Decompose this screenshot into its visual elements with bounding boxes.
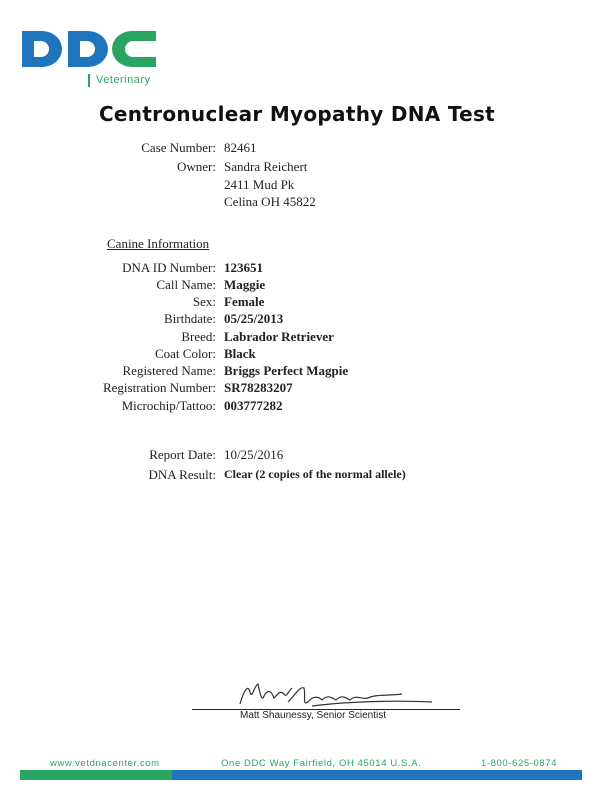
- field-label: Sex:: [192, 294, 216, 309]
- field-value: Labrador Retriever: [224, 329, 334, 344]
- dna-result-value: Clear (2 copies of the normal allele): [224, 467, 406, 481]
- logo-c: [112, 31, 156, 67]
- footer-bar-blue: [172, 770, 582, 780]
- field-label: Registered Name:: [122, 363, 216, 378]
- case-label: Case Number:: [141, 140, 216, 155]
- logo-d1: [22, 31, 62, 67]
- field-value: 123651: [224, 260, 263, 275]
- field-value: Maggie: [224, 277, 266, 292]
- footer-phone: 1-800-625-0874: [481, 758, 558, 769]
- footer-bar-green: [20, 770, 172, 780]
- owner-address-2: Celina OH 45822: [224, 194, 316, 209]
- field-label: Registration Number:: [102, 380, 216, 395]
- field-value: Female: [224, 294, 265, 309]
- field-label: Breed:: [181, 329, 216, 344]
- field-value: SR78283207: [224, 380, 293, 395]
- field-label: Call Name:: [156, 277, 216, 292]
- report-date-value: 10/25/2016: [224, 447, 284, 462]
- field-label: Coat Color:: [154, 346, 216, 361]
- field-value: Briggs Perfect Magpie: [224, 363, 349, 378]
- report-date-label: Report Date:: [149, 447, 216, 462]
- case-value: 82461: [224, 140, 257, 155]
- page-title: Centronuclear Myopathy DNA Test: [98, 102, 496, 126]
- owner-address-1: 2411 Mud Pk: [224, 177, 295, 192]
- field-label: DNA ID Number:: [122, 260, 216, 275]
- canine-info-heading: Canine Information: [107, 236, 210, 251]
- logo-subtitle: Veterinary: [88, 74, 151, 87]
- signature-name: Matt Shaunessy, Senior Scientist: [240, 710, 386, 721]
- field-value: Black: [224, 346, 256, 361]
- dna-result-label: DNA Result:: [148, 467, 216, 482]
- field-label: Birthdate:: [164, 311, 216, 326]
- field-value: 05/25/2013: [224, 311, 284, 326]
- owner-label: Owner:: [177, 159, 216, 174]
- field-value: 003777282: [224, 398, 283, 413]
- field-label: Microchip/Tattoo:: [121, 398, 216, 413]
- logo-d2: [68, 31, 108, 67]
- footer-address: One DDC Way Fairfield, OH 45014 U.S.A.: [221, 758, 422, 769]
- owner-name: Sandra Reichert: [224, 159, 308, 174]
- footer-website: www.vetdnacenter.com: [50, 758, 160, 769]
